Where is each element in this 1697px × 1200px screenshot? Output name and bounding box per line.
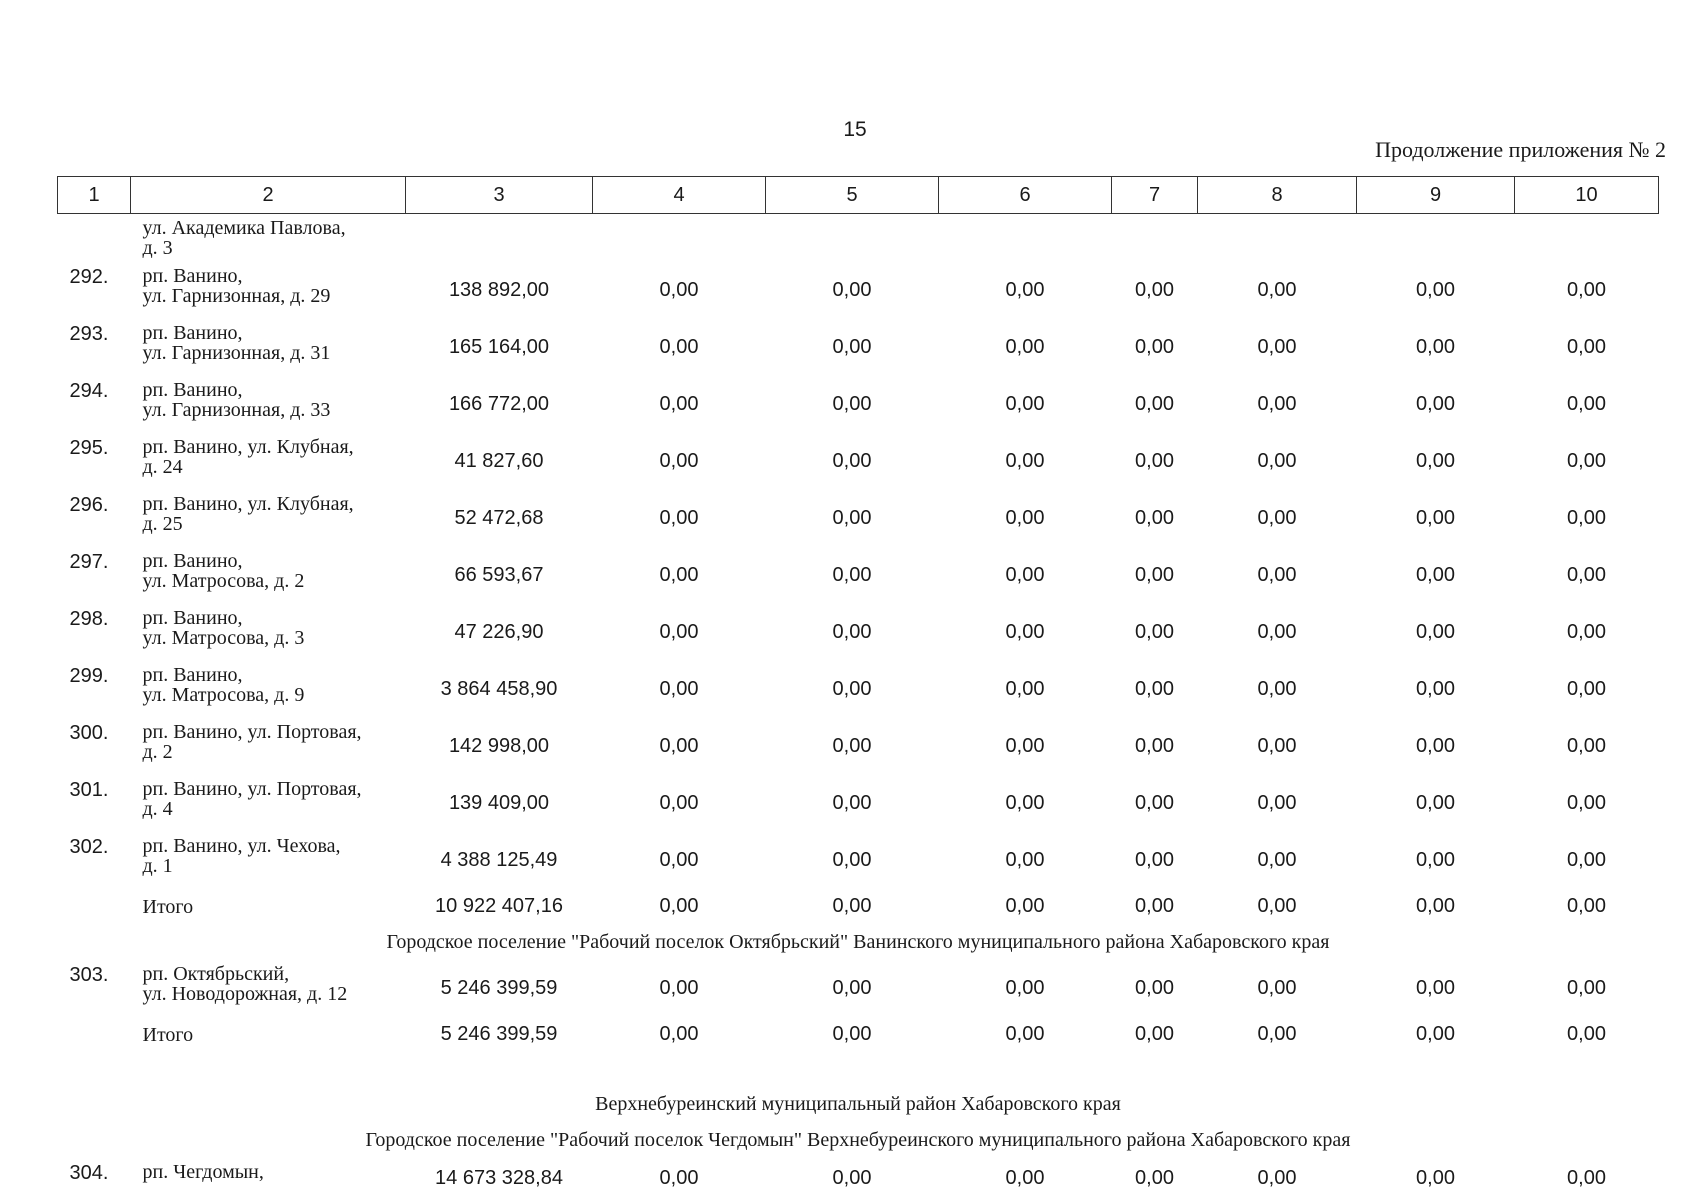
value-cell: 0,00 <box>1567 336 1606 358</box>
value-cell: 0,00 <box>1416 1166 1455 1189</box>
value-cell: 66 593,67 <box>454 564 544 586</box>
row-number: 298. <box>69 608 109 630</box>
column-header: 1 <box>58 177 131 214</box>
section-heading-row <box>58 1122 1659 1158</box>
table-row <box>58 604 1659 661</box>
value-cell: 0,00 <box>832 735 872 757</box>
address-cell <box>131 376 406 433</box>
value-cell: 0,00 <box>659 735 699 757</box>
value-cell: 0,00 <box>1567 977 1606 999</box>
value-cell: 165 164,00 <box>448 336 550 358</box>
value-cell: 0,00 <box>1257 450 1297 472</box>
row-number: 292. <box>69 266 109 288</box>
address-cell <box>131 960 406 1017</box>
value-cell: 0,00 <box>1135 564 1174 586</box>
spacer <box>58 1052 1659 1086</box>
value-cell: 0,00 <box>1135 735 1174 757</box>
page-number: 15 <box>843 118 867 141</box>
row-number: 300. <box>69 722 109 744</box>
value-cell: 0,00 <box>659 849 699 871</box>
value-cell: 14 673 328,84 <box>435 1166 563 1189</box>
value-cell: 4 388 125,49 <box>440 849 558 871</box>
address-line: ул. Новодорожная, д. 12 <box>142 983 348 1005</box>
value-cell <box>1112 214 1198 263</box>
address-cell <box>131 661 406 718</box>
value-cell: 0,00 <box>1257 849 1297 871</box>
value-cell: 0,00 <box>1567 678 1606 700</box>
column-header: 3 <box>406 177 593 214</box>
address-line: рп. Ванино, <box>142 379 243 401</box>
value-cell: 0,00 <box>1135 621 1174 643</box>
value-cell: 0,00 <box>659 564 699 586</box>
value-cell: 0,00 <box>832 849 872 871</box>
value-cell: 0,00 <box>1257 336 1297 358</box>
address-cell <box>131 319 406 376</box>
address-cell <box>131 262 406 319</box>
value-cell: 0,00 <box>1257 279 1297 301</box>
value-cell: 0,00 <box>832 1023 872 1045</box>
value-cell: 0,00 <box>1567 895 1606 917</box>
total-label: Итого <box>142 895 194 918</box>
value-cell <box>593 214 766 263</box>
value-cell: 52 472,68 <box>454 507 544 529</box>
row-number: 294. <box>69 380 109 402</box>
value-cell: 0,00 <box>1416 849 1455 871</box>
value-cell: 0,00 <box>1416 792 1455 814</box>
value-cell: 0,00 <box>1135 450 1174 472</box>
value-cell: 0,00 <box>1567 393 1606 415</box>
value-cell: 0,00 <box>832 792 872 814</box>
address-line: ул. Гарнизонная, д. 29 <box>142 285 331 307</box>
value-cell: 0,00 <box>1135 792 1174 814</box>
address-line: ул. Матросова, д. 3 <box>142 627 305 649</box>
table-row <box>58 262 1659 319</box>
value-cell: 0,00 <box>832 450 872 472</box>
value-cell: 0,00 <box>1257 621 1297 643</box>
value-cell: 0,00 <box>1135 895 1174 917</box>
value-cell: 0,00 <box>1005 895 1045 917</box>
total-label: Итого <box>142 1023 194 1046</box>
value-cell: 0,00 <box>1257 678 1297 700</box>
value-cell: 0,00 <box>1416 678 1455 700</box>
value-cell: 0,00 <box>1005 849 1045 871</box>
row-number: 303. <box>69 964 109 986</box>
address-line: рп. Октябрьский, <box>142 963 290 985</box>
value-cell: 0,00 <box>659 507 699 529</box>
value-cell: 0,00 <box>1567 564 1606 586</box>
value-cell <box>766 214 939 263</box>
value-cell: 0,00 <box>1567 849 1606 871</box>
address-line: рп. Ванино, ул. Клубная, <box>142 493 354 515</box>
value-cell: 0,00 <box>1567 279 1606 301</box>
table-row <box>58 214 1659 263</box>
column-header: 2 <box>131 177 406 214</box>
address-line: рп. Ванино, ул. Портовая, <box>142 778 362 800</box>
value-cell: 142 998,00 <box>448 735 550 757</box>
column-header: 6 <box>939 177 1112 214</box>
value-cell <box>406 214 593 263</box>
value-cell: 0,00 <box>1567 621 1606 643</box>
value-cell: 0,00 <box>1416 1023 1455 1045</box>
value-cell: 0,00 <box>1416 621 1455 643</box>
table-row <box>58 490 1659 547</box>
continuation-label: Продолжение приложения № 2 <box>1375 137 1666 162</box>
row-number: 301. <box>69 779 109 801</box>
column-header: 9 <box>1357 177 1515 214</box>
value-cell: 0,00 <box>1257 1023 1297 1045</box>
address-cell <box>131 547 406 604</box>
address-cell <box>131 214 406 263</box>
address-line: рп. Ванино, <box>142 607 243 629</box>
table-row <box>58 661 1659 718</box>
value-cell: 0,00 <box>1416 507 1455 529</box>
value-cell: 0,00 <box>1005 1023 1045 1045</box>
value-cell: 0,00 <box>1005 1166 1045 1189</box>
district-heading: Верхнебуреинский муниципальный район Хабаровского края <box>595 1092 1121 1115</box>
value-cell: 0,00 <box>1567 1166 1606 1189</box>
row-number <box>58 889 131 924</box>
address-line: рп. Ванино, <box>142 265 243 287</box>
value-cell: 0,00 <box>1135 507 1174 529</box>
value-cell <box>1515 214 1659 263</box>
value-cell: 0,00 <box>1416 564 1455 586</box>
value-cell <box>1357 214 1515 263</box>
table-row <box>58 718 1659 775</box>
address-cell <box>131 1158 406 1198</box>
address-line: ул. Академика Павлова, <box>142 217 346 239</box>
value-cell: 0,00 <box>1416 393 1455 415</box>
value-cell: 0,00 <box>1005 393 1045 415</box>
value-cell: 0,00 <box>1416 895 1455 917</box>
value-cell: 0,00 <box>1567 450 1606 472</box>
value-cell: 0,00 <box>832 336 872 358</box>
value-cell: 0,00 <box>1005 735 1045 757</box>
address-line: д. 2 <box>142 741 173 763</box>
row-number: 302. <box>69 836 109 858</box>
value-cell: 3 864 458,90 <box>440 678 558 700</box>
column-header: 10 <box>1515 177 1659 214</box>
value-cell: 0,00 <box>1257 735 1297 757</box>
value-cell: 0,00 <box>1135 393 1174 415</box>
value-cell: 139 409,00 <box>448 792 550 814</box>
value-cell: 0,00 <box>832 621 872 643</box>
value-cell: 0,00 <box>832 279 872 301</box>
row-number: 297. <box>69 551 109 573</box>
district-heading-row <box>58 1086 1659 1122</box>
table-row <box>58 319 1659 376</box>
value-cell: 0,00 <box>1135 336 1174 358</box>
value-cell: 0,00 <box>1005 507 1045 529</box>
value-cell: 0,00 <box>1567 735 1606 757</box>
table-row <box>58 376 1659 433</box>
address-line: ул. Гарнизонная, д. 33 <box>142 399 331 421</box>
value-cell: 0,00 <box>659 792 699 814</box>
value-cell: 0,00 <box>1005 977 1045 999</box>
address-line: рп. Ванино, <box>142 550 243 572</box>
value-cell: 0,00 <box>659 393 699 415</box>
address-line: рп. Чегдомын, <box>142 1161 264 1183</box>
column-number-header <box>58 177 1659 214</box>
row-number: 296. <box>69 494 109 516</box>
value-cell: 0,00 <box>659 621 699 643</box>
value-cell: 0,00 <box>1005 621 1045 643</box>
value-cell: 47 226,90 <box>454 621 544 643</box>
value-cell: 0,00 <box>659 678 699 700</box>
section-heading: Городское поселение "Рабочий поселок Октябрьский" Ванинского муниципального района Хабаровского края <box>386 930 1330 953</box>
address-line: рп. Ванино, <box>142 664 243 686</box>
value-cell: 5 246 399,59 <box>440 977 558 999</box>
column-header: 8 <box>1198 177 1357 214</box>
value-cell: 0,00 <box>1005 279 1045 301</box>
table-row <box>58 832 1659 889</box>
address-cell <box>131 490 406 547</box>
value-cell: 0,00 <box>1257 977 1297 999</box>
allocation-table <box>57 176 1659 1198</box>
value-cell: 0,00 <box>1567 1023 1606 1045</box>
address-line: д. 25 <box>142 513 183 535</box>
value-cell: 0,00 <box>1005 678 1045 700</box>
value-cell: 0,00 <box>1416 336 1455 358</box>
address-line: ул. Матросова, д. 2 <box>142 570 305 592</box>
value-cell: 41 827,60 <box>454 450 544 472</box>
table-row <box>58 775 1659 832</box>
value-cell: 0,00 <box>1416 450 1455 472</box>
total-row <box>58 889 1659 924</box>
value-cell: 0,00 <box>832 895 872 917</box>
value-cell: 0,00 <box>659 895 699 917</box>
row-number <box>58 1017 131 1052</box>
row-number: 304. <box>69 1162 109 1184</box>
value-cell: 0,00 <box>1135 1166 1174 1189</box>
value-cell: 0,00 <box>1567 507 1606 529</box>
value-cell: 0,00 <box>1005 564 1045 586</box>
row-number <box>58 214 131 263</box>
value-cell <box>1198 214 1357 263</box>
column-header: 7 <box>1112 177 1198 214</box>
value-cell: 138 892,00 <box>448 279 550 301</box>
address-line: ул. Гарнизонная, д. 31 <box>142 342 331 364</box>
address-line: рп. Ванино, <box>142 322 243 344</box>
value-cell: 0,00 <box>1257 1166 1297 1189</box>
value-cell: 0,00 <box>832 507 872 529</box>
row-number: 299. <box>69 665 109 687</box>
column-header: 4 <box>593 177 766 214</box>
value-cell: 0,00 <box>659 1166 699 1189</box>
value-cell: 0,00 <box>1135 1023 1174 1045</box>
address-line: д. 1 <box>142 855 173 877</box>
address-line: рп. Ванино, ул. Портовая, <box>142 721 362 743</box>
value-cell: 0,00 <box>1416 977 1455 999</box>
address-line: д. 24 <box>142 456 183 478</box>
value-cell: 0,00 <box>1416 279 1455 301</box>
value-cell: 0,00 <box>1567 792 1606 814</box>
table-row <box>58 960 1659 1017</box>
value-cell <box>939 214 1112 263</box>
address-line: д. 4 <box>142 798 173 820</box>
value-cell: 0,00 <box>659 977 699 999</box>
total-row <box>58 1017 1659 1052</box>
section-heading-row <box>58 924 1659 960</box>
address-cell <box>131 604 406 661</box>
address-line: д. 3 <box>142 237 173 259</box>
table-row <box>58 1158 1659 1198</box>
row-number: 293. <box>69 323 109 345</box>
table-row <box>58 547 1659 604</box>
row-number: 295. <box>69 437 109 459</box>
value-cell: 0,00 <box>1257 895 1297 917</box>
value-cell: 166 772,00 <box>448 393 550 415</box>
value-cell: 5 246 399,59 <box>440 1023 558 1045</box>
value-cell: 0,00 <box>1005 450 1045 472</box>
value-cell: 0,00 <box>1257 393 1297 415</box>
value-cell: 0,00 <box>1257 564 1297 586</box>
address-line: рп. Ванино, ул. Чехова, <box>142 835 341 857</box>
address-cell <box>131 718 406 775</box>
value-cell: 0,00 <box>832 393 872 415</box>
section-heading: Городское поселение "Рабочий поселок Чегдомын" Верхнебуреинского муниципального района Хабаровского края <box>365 1128 1351 1151</box>
value-cell: 0,00 <box>832 1166 872 1189</box>
address-cell <box>131 775 406 832</box>
value-cell: 0,00 <box>1005 336 1045 358</box>
value-cell: 0,00 <box>832 977 872 999</box>
address-line: рп. Ванино, ул. Клубная, <box>142 436 354 458</box>
value-cell: 0,00 <box>1135 977 1174 999</box>
address-line: ул. Матросова, д. 9 <box>142 684 305 706</box>
address-cell <box>131 433 406 490</box>
value-cell: 0,00 <box>1416 735 1455 757</box>
value-cell: 0,00 <box>1135 678 1174 700</box>
value-cell: 0,00 <box>1135 279 1174 301</box>
value-cell: 0,00 <box>832 678 872 700</box>
value-cell: 0,00 <box>1005 792 1045 814</box>
value-cell: 0,00 <box>659 1023 699 1045</box>
value-cell: 0,00 <box>659 336 699 358</box>
value-cell: 10 922 407,16 <box>435 895 563 917</box>
address-cell <box>131 832 406 889</box>
value-cell: 0,00 <box>1257 792 1297 814</box>
value-cell: 0,00 <box>659 450 699 472</box>
table-row <box>58 433 1659 490</box>
value-cell: 0,00 <box>1257 507 1297 529</box>
value-cell: 0,00 <box>832 564 872 586</box>
spacer-row <box>58 1052 1659 1086</box>
column-header: 5 <box>766 177 939 214</box>
value-cell: 0,00 <box>1135 849 1174 871</box>
value-cell: 0,00 <box>659 279 699 301</box>
